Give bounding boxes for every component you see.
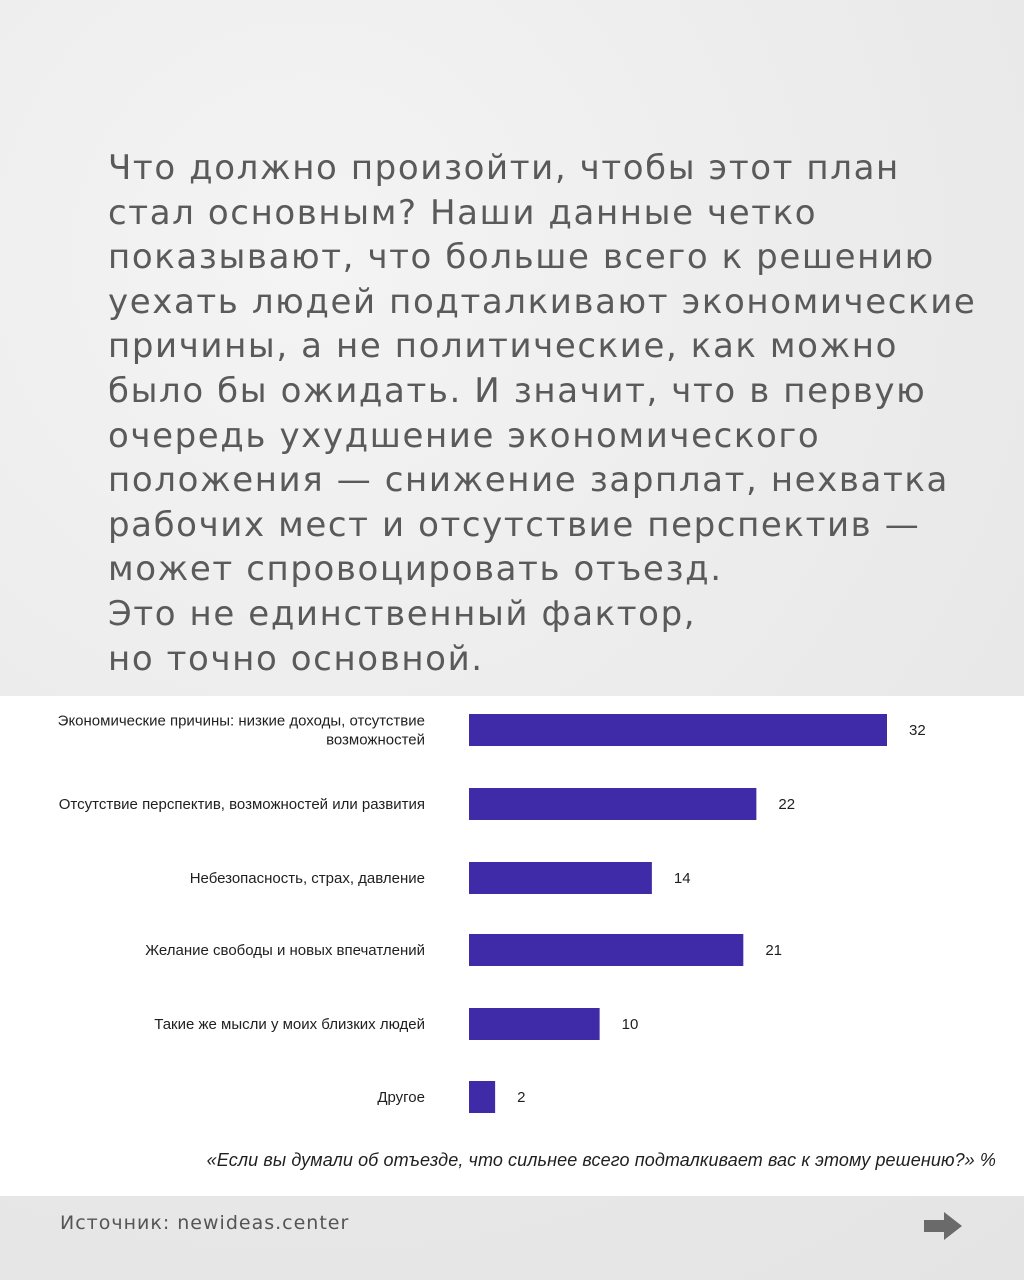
bar-5 (469, 1008, 600, 1040)
value-label-2: 22 (778, 796, 796, 813)
value-label-1: 32 (909, 722, 926, 739)
bar-1 (469, 714, 887, 746)
bar-chart (0, 696, 1024, 1146)
category-label-1: Экономические причины: низкие доходы, отсутствие возможностей (57, 712, 425, 749)
arrow-right-icon[interactable] (922, 1210, 964, 1242)
value-label-3: 14 (673, 870, 691, 887)
category-label-5: Такие же мысли у моих близких людей (154, 1016, 425, 1033)
value-label-5: 10 (621, 1016, 639, 1033)
category-label-3: Небезопасность, страх, давление (189, 870, 425, 887)
source-credit: Источник: newideas.center (60, 1212, 350, 1234)
bar-4 (469, 934, 743, 966)
value-label-4: 21 (765, 942, 782, 959)
bar-6 (469, 1081, 495, 1113)
chart-caption: «Если вы думали об отъезде, что сильнее всего подталкивает вас к этому решению?» % (206, 1150, 996, 1170)
intro-paragraph: Что должно произойти, чтобы этот план стал основным? Наши данные четко показывают, что больше всего к решению уехать людей подталкивают экономические причины, а не политические, как можно было бы ожидать. И значит, что в первую очередь ухудшение экономического положения — снижение зарплат, нехватка рабочих мест и отсутствие перспектив — может спровоцировать отъезд. Это не единственный фактор, но точно основной. (108, 148, 977, 679)
chart-panel (0, 696, 1024, 1196)
category-label-2: Отсутствие перспектив, возможностей или развития (58, 796, 425, 813)
bar-2 (469, 788, 756, 820)
bar-3 (469, 862, 652, 894)
category-label-6: Другое (377, 1089, 425, 1106)
value-label-6: 2 (517, 1089, 526, 1106)
intro-text-block (108, 146, 988, 681)
category-label-4: Желание свободы и новых впечатлений (145, 942, 425, 959)
